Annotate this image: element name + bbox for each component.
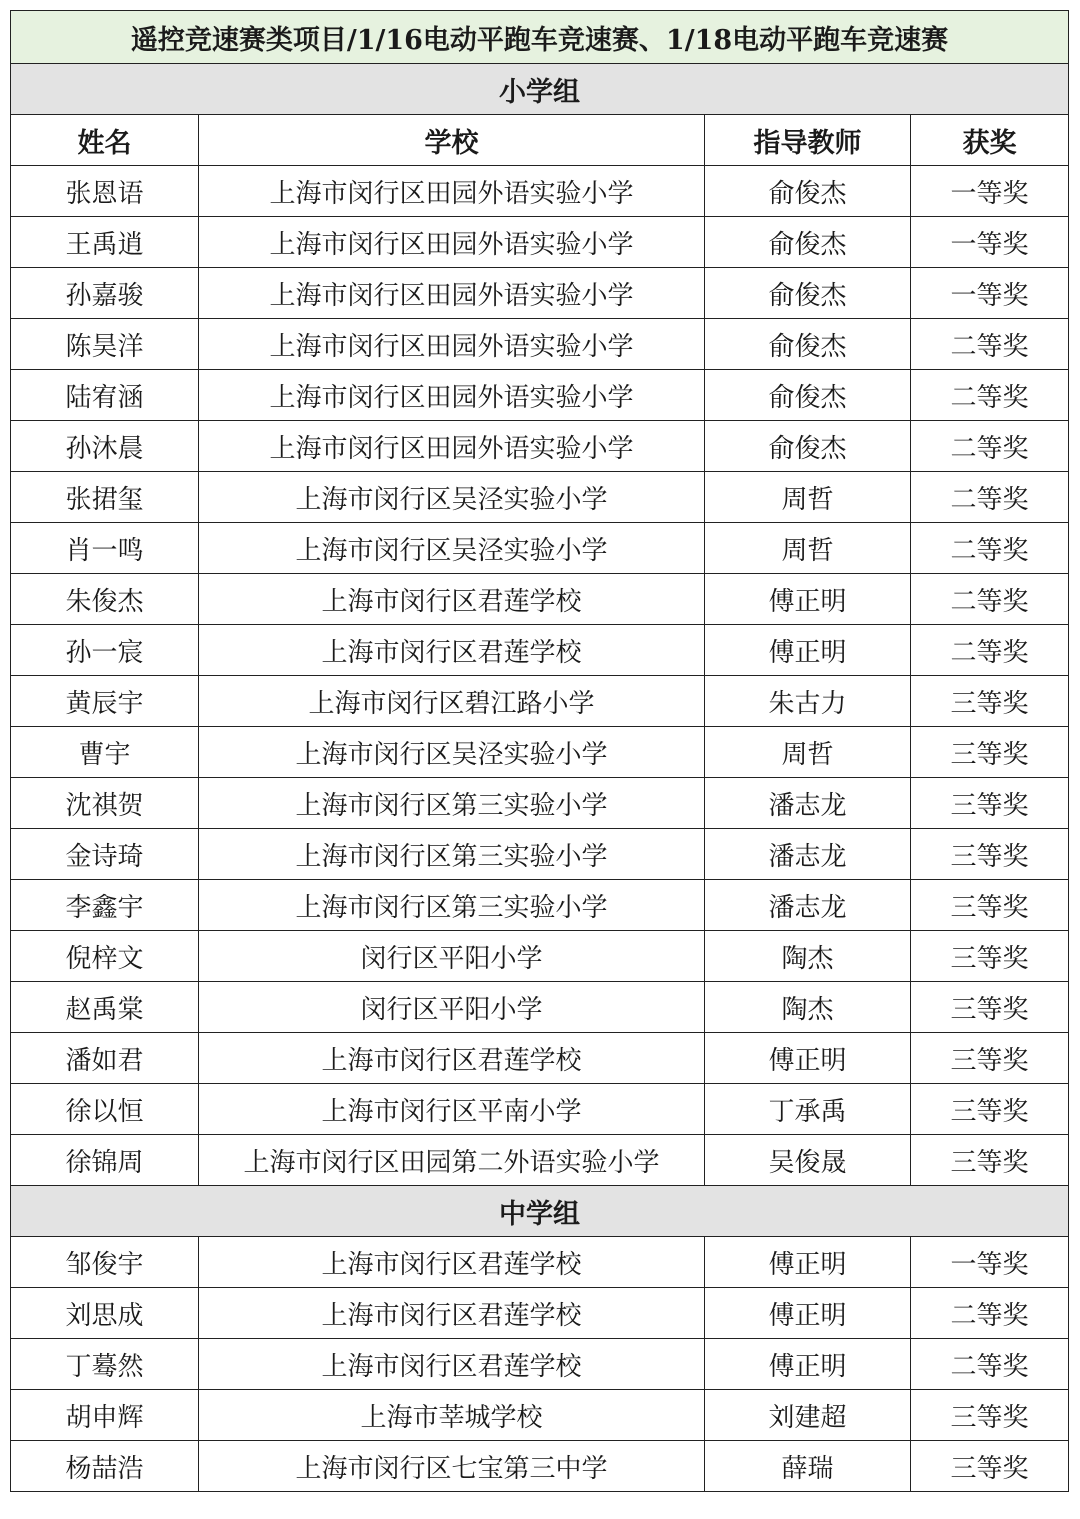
school-cell: 上海市闵行区田园外语实验小学 [199, 421, 705, 472]
school-cell: 上海市闵行区吴泾实验小学 [199, 727, 705, 778]
name-cell: 金诗琦 [11, 829, 199, 880]
school-cell: 上海市闵行区田园外语实验小学 [199, 268, 705, 319]
name-cell: 肖一鸣 [11, 523, 199, 574]
name-cell: 王禹逍 [11, 217, 199, 268]
group-label: 小学组 [11, 64, 1069, 115]
school-cell: 上海市闵行区田园外语实验小学 [199, 370, 705, 421]
award-cell: 三等奖 [911, 1390, 1069, 1441]
teacher-cell: 俞俊杰 [705, 166, 911, 217]
teacher-cell: 傅正明 [705, 1339, 911, 1390]
name-cell: 张捃玺 [11, 472, 199, 523]
name-cell: 朱俊杰 [11, 574, 199, 625]
table-row [11, 625, 1069, 676]
school-cell: 上海市闵行区田园第二外语实验小学 [199, 1135, 705, 1186]
table-row [11, 778, 1069, 829]
award-cell: 一等奖 [911, 166, 1069, 217]
name-cell: 孙嘉骏 [11, 268, 199, 319]
school-cell: 上海市闵行区君莲学校 [199, 1237, 705, 1288]
group-row [11, 1186, 1069, 1237]
table-row [11, 472, 1069, 523]
teacher-cell: 周哲 [705, 727, 911, 778]
table-row [11, 1084, 1069, 1135]
table-row [11, 1390, 1069, 1441]
name-cell: 陈昊洋 [11, 319, 199, 370]
award-cell: 三等奖 [911, 931, 1069, 982]
teacher-cell: 俞俊杰 [705, 217, 911, 268]
table-title: 遥控竞速赛类项目/1/16电动平跑车竞速赛、1/18电动平跑车竞速赛 [11, 11, 1069, 64]
column-header-row [11, 115, 1069, 166]
table-row [11, 727, 1069, 778]
teacher-cell: 丁承禹 [705, 1084, 911, 1135]
name-cell: 徐以恒 [11, 1084, 199, 1135]
teacher-cell: 俞俊杰 [705, 370, 911, 421]
school-cell: 上海市闵行区第三实验小学 [199, 829, 705, 880]
teacher-cell: 俞俊杰 [705, 421, 911, 472]
award-cell: 一等奖 [911, 217, 1069, 268]
teacher-cell: 潘志龙 [705, 880, 911, 931]
awards-table [10, 10, 1069, 1492]
school-cell: 上海市闵行区平南小学 [199, 1084, 705, 1135]
award-cell: 二等奖 [911, 421, 1069, 472]
award-cell: 三等奖 [911, 1033, 1069, 1084]
table-row [11, 523, 1069, 574]
teacher-cell: 潘志龙 [705, 829, 911, 880]
table-row [11, 880, 1069, 931]
school-cell: 上海市闵行区君莲学校 [199, 1288, 705, 1339]
award-cell: 三等奖 [911, 1441, 1069, 1492]
school-cell: 上海市闵行区君莲学校 [199, 1033, 705, 1084]
column-header-school: 学校 [199, 115, 705, 166]
title-row [11, 11, 1069, 64]
school-cell: 上海市闵行区君莲学校 [199, 574, 705, 625]
award-cell: 二等奖 [911, 1339, 1069, 1390]
table-row [11, 217, 1069, 268]
column-header-teacher: 指导教师 [705, 115, 911, 166]
name-cell: 胡申辉 [11, 1390, 199, 1441]
school-cell: 上海市莘城学校 [199, 1390, 705, 1441]
teacher-cell: 周哲 [705, 523, 911, 574]
teacher-cell: 傅正明 [705, 1288, 911, 1339]
name-cell: 黄辰宇 [11, 676, 199, 727]
teacher-cell: 朱古力 [705, 676, 911, 727]
teacher-cell: 俞俊杰 [705, 268, 911, 319]
award-cell: 二等奖 [911, 370, 1069, 421]
school-cell: 上海市闵行区七宝第三中学 [199, 1441, 705, 1492]
teacher-cell: 薛瑞 [705, 1441, 911, 1492]
award-cell: 二等奖 [911, 319, 1069, 370]
name-cell: 倪梓文 [11, 931, 199, 982]
name-cell: 孙一宸 [11, 625, 199, 676]
name-cell: 赵禹棠 [11, 982, 199, 1033]
school-cell: 闵行区平阳小学 [199, 931, 705, 982]
name-cell: 丁蓦然 [11, 1339, 199, 1390]
name-cell: 杨喆浩 [11, 1441, 199, 1492]
award-cell: 三等奖 [911, 1084, 1069, 1135]
table-row [11, 1033, 1069, 1084]
name-cell: 沈祺贺 [11, 778, 199, 829]
table-row [11, 982, 1069, 1033]
award-cell: 三等奖 [911, 829, 1069, 880]
teacher-cell: 陶杰 [705, 931, 911, 982]
name-cell: 陆宥涵 [11, 370, 199, 421]
teacher-cell: 刘建超 [705, 1390, 911, 1441]
award-cell: 二等奖 [911, 574, 1069, 625]
table-row [11, 1339, 1069, 1390]
teacher-cell: 俞俊杰 [705, 319, 911, 370]
name-cell: 刘思成 [11, 1288, 199, 1339]
group-label: 中学组 [11, 1186, 1069, 1237]
group-row [11, 64, 1069, 115]
table-row [11, 1288, 1069, 1339]
school-cell: 上海市闵行区田园外语实验小学 [199, 166, 705, 217]
table-row [11, 166, 1069, 217]
teacher-cell: 潘志龙 [705, 778, 911, 829]
name-cell: 邹俊宇 [11, 1237, 199, 1288]
table-row [11, 1135, 1069, 1186]
table-row [11, 574, 1069, 625]
table-row [11, 931, 1069, 982]
school-cell: 上海市闵行区第三实验小学 [199, 880, 705, 931]
name-cell: 张恩语 [11, 166, 199, 217]
award-cell: 二等奖 [911, 523, 1069, 574]
table-row [11, 421, 1069, 472]
table-row [11, 1237, 1069, 1288]
table-row [11, 676, 1069, 727]
award-cell: 三等奖 [911, 1135, 1069, 1186]
award-cell: 二等奖 [911, 625, 1069, 676]
award-cell: 一等奖 [911, 268, 1069, 319]
table-row [11, 1441, 1069, 1492]
name-cell: 曹宇 [11, 727, 199, 778]
table-row [11, 829, 1069, 880]
award-cell: 三等奖 [911, 982, 1069, 1033]
award-cell: 三等奖 [911, 727, 1069, 778]
school-cell: 上海市闵行区田园外语实验小学 [199, 319, 705, 370]
table-body [11, 64, 1069, 1492]
award-cell: 三等奖 [911, 880, 1069, 931]
school-cell: 上海市闵行区田园外语实验小学 [199, 217, 705, 268]
name-cell: 徐锦周 [11, 1135, 199, 1186]
teacher-cell: 傅正明 [705, 1237, 911, 1288]
award-cell: 一等奖 [911, 1237, 1069, 1288]
teacher-cell: 陶杰 [705, 982, 911, 1033]
column-header-award: 获奖 [911, 115, 1069, 166]
teacher-cell: 吴俊晟 [705, 1135, 911, 1186]
school-cell: 上海市闵行区吴泾实验小学 [199, 523, 705, 574]
award-cell: 三等奖 [911, 778, 1069, 829]
school-cell: 上海市闵行区君莲学校 [199, 625, 705, 676]
award-cell: 三等奖 [911, 676, 1069, 727]
teacher-cell: 傅正明 [705, 625, 911, 676]
name-cell: 孙沐晨 [11, 421, 199, 472]
teacher-cell: 傅正明 [705, 1033, 911, 1084]
column-header-name: 姓名 [11, 115, 199, 166]
name-cell: 潘如君 [11, 1033, 199, 1084]
school-cell: 闵行区平阳小学 [199, 982, 705, 1033]
award-cell: 二等奖 [911, 1288, 1069, 1339]
table-row [11, 370, 1069, 421]
teacher-cell: 傅正明 [705, 574, 911, 625]
school-cell: 上海市闵行区碧江路小学 [199, 676, 705, 727]
school-cell: 上海市闵行区吴泾实验小学 [199, 472, 705, 523]
award-cell: 二等奖 [911, 472, 1069, 523]
teacher-cell: 周哲 [705, 472, 911, 523]
school-cell: 上海市闵行区第三实验小学 [199, 778, 705, 829]
table-row [11, 319, 1069, 370]
school-cell: 上海市闵行区君莲学校 [199, 1339, 705, 1390]
table-row [11, 268, 1069, 319]
name-cell: 李鑫宇 [11, 880, 199, 931]
